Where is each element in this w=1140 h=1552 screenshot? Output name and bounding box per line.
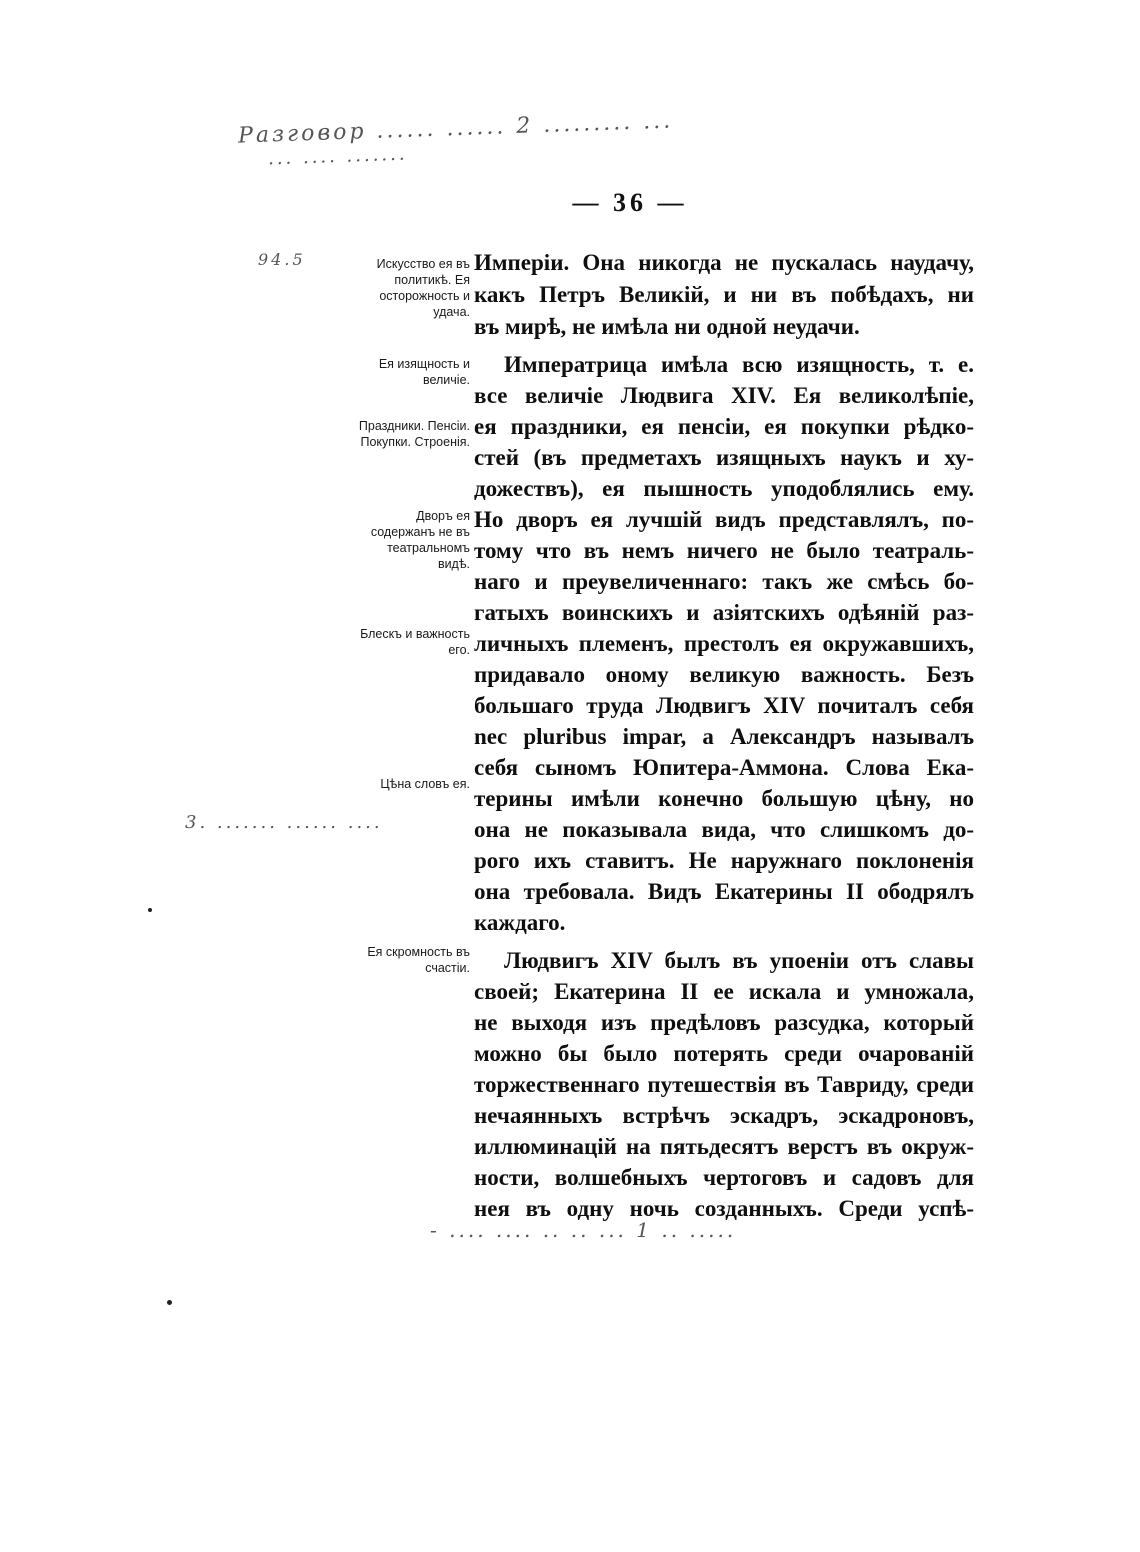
text-line: Имперіи. Она никогда не пускалась наудачу, — [474, 250, 974, 275]
handwritten-note-top-line1: Разговор ...... ...... 2 ......... ... — [237, 108, 674, 149]
text-line: нея въ одну ночь созданныхъ. Среди успѣ- — [474, 1196, 974, 1221]
handwritten-note-left: 3. ....... ...... .... — [185, 812, 383, 833]
text-line: nec pluribus impar, а Александръ называлъ — [474, 724, 974, 749]
text-line: все величіе Людвига XIV. Ея великолѣпіе, — [474, 383, 974, 408]
sidenote-splendor: Блескъ и важность его. — [360, 627, 470, 657]
text-line: можно бы было потерять среди очарованій — [474, 1041, 974, 1066]
ink-speck — [167, 1300, 172, 1305]
text-line: рого ихъ ставитъ. Не наружнаго поклоненія — [474, 848, 974, 873]
text-line: личныхъ племенъ, престолъ ея окружавшихъ, — [474, 631, 974, 656]
sidenote-words-value: Цѣна словъ ея. — [380, 777, 470, 791]
text-line: придавало оному великую важность. Безъ — [474, 662, 974, 687]
text-line: какъ Петръ Великій, и ни въ побѣдахъ, ни — [474, 282, 974, 307]
text-line: большаго труда Людвигъ XIV почиталъ себя — [474, 693, 974, 718]
text-line: торжественнаго путешествія въ Тавриду, среди — [474, 1072, 974, 1097]
page-number: — 36 — — [572, 188, 688, 217]
handwritten-margin-mark: 94.5 — [258, 250, 306, 269]
sidenote-modesty: Ея скромность въ счастіи. — [367, 945, 470, 975]
text-line: нечаянныхъ встрѣчъ эскадръ, эскадроновъ, — [474, 1103, 974, 1128]
text-line: гатыхъ воинскихъ и азіятскихъ одѣяній раз- — [474, 600, 974, 625]
text-line: иллюминацій на пятьдесятъ верстъ въ окруж- — [474, 1134, 974, 1159]
text-line: каждаго. — [474, 910, 566, 935]
handwritten-note-top-line2: ... .... ....... — [267, 143, 408, 170]
text-line: въ мирѣ, не имѣла ни одной неудачи. — [474, 314, 860, 339]
text-line: ности, волшебныхъ чертоговъ и садовъ для — [474, 1165, 974, 1190]
text-line: не выходя изъ предѣловъ разсудка, который — [474, 1010, 974, 1035]
text-line: тому что въ немъ ничего не было театраль- — [474, 538, 974, 563]
sidenote-elegance: Ея изящность и величіе. — [378, 357, 470, 387]
text-line: она не показывала вида, что слишкомъ до- — [474, 817, 974, 842]
sidenote-politics: Искусство ея въ политикѣ. Ея осторожность и удача. — [376, 257, 470, 319]
text-line: своей; Екатерина II ее искала и умножала, — [474, 979, 974, 1004]
text-line: себя сыномъ Юпитера-Аммона. Слова Ека- — [474, 755, 974, 780]
text-line: стей (въ предметахъ изящныхъ наукъ и ху- — [474, 445, 974, 470]
text-line: дожествъ), ея пышность уподоблялись ему. — [474, 476, 974, 501]
text-line: Императрица имѣла всю изящность, т. е. — [504, 352, 974, 377]
sidenote-court: Дворъ ея содержанъ не въ театральномъ видѣ. — [370, 509, 470, 571]
ink-speck — [148, 908, 152, 912]
text-line: Людвигъ XIV былъ въ упоеніи отъ славы — [504, 948, 974, 973]
text-line: наго и преувеличеннаго: такъ же смѣсь бо- — [474, 569, 974, 594]
text-line: она требовала. Видъ Екатерины II ободрялъ — [474, 879, 974, 904]
handwritten-note-bottom: - .... .... .. .. ... 1 .. ..... — [430, 1218, 737, 1242]
text-line: ея праздники, ея пенсіи, ея покупки рѣдко- — [474, 414, 974, 439]
sidenote-festivities: Праздники. Пенсіи. Покупки. Строенія. — [358, 419, 470, 449]
text-line: терины имѣли конечно большую цѣну, но — [474, 786, 974, 811]
text-line: Но дворъ ея лучшій видъ представлялъ, по- — [474, 507, 974, 532]
